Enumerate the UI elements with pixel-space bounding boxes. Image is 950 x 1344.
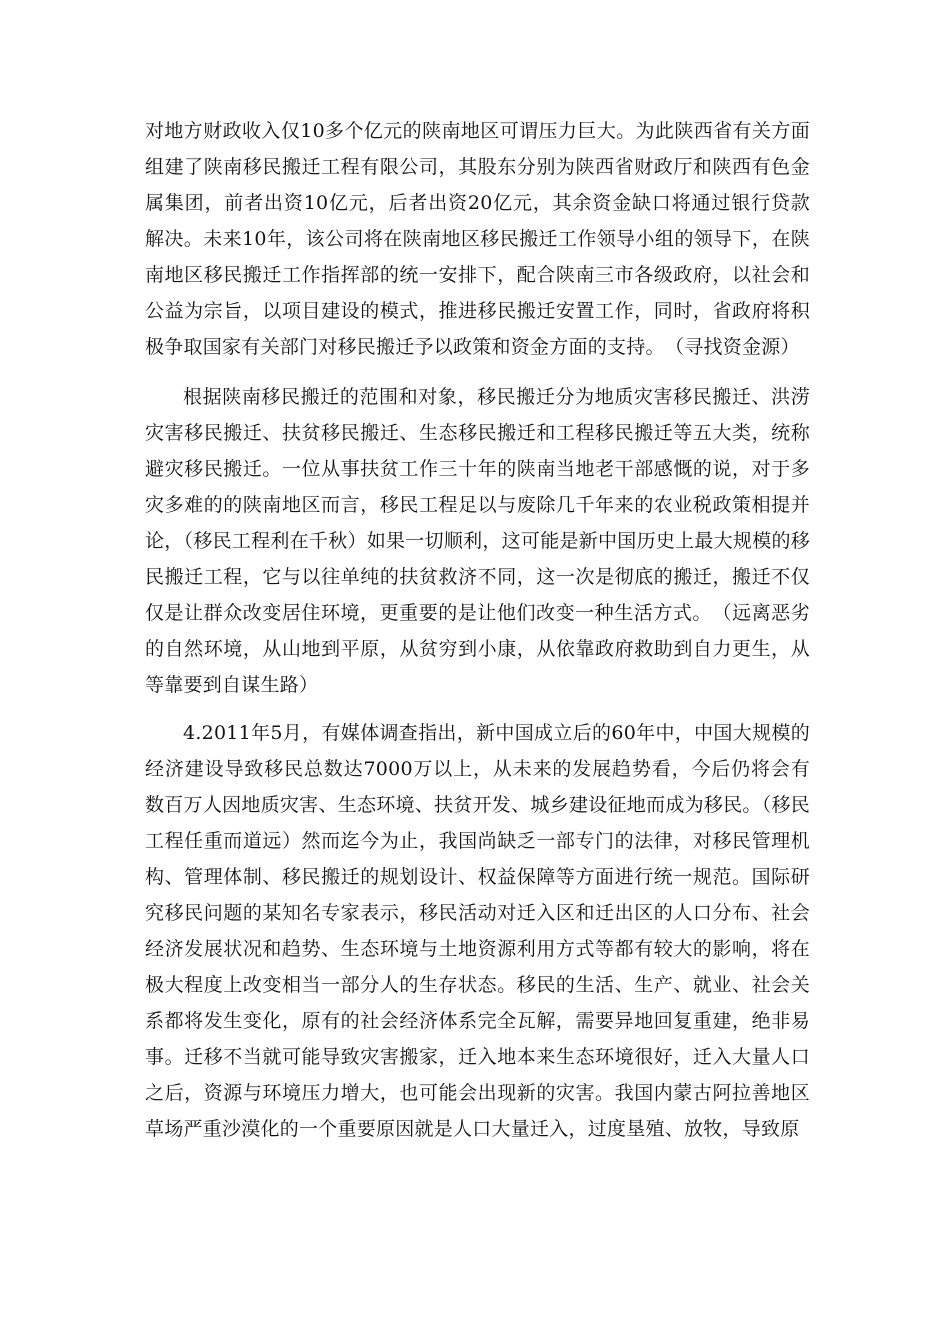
paragraph-item-4: 4.2011年5月，有媒体调查指出，新中国成立后的60年中，中国大规模的经济建设导致移民总数达7000万以上，从未来的发展趋势看，今后仍将会有数百万人因地质灾害、生态环境、扶贫开发、城乡建设征地而成为移民。（移民工程任重而道远）然而迄今为止，我国尚缺乏一部专门的法律，对移民管理机构、管理体制、移民搬迁的规划设计、权益保障等方面进行统一规范。国际研究移民问题的某知名专家表示，移民活动对迁入区和迁出区的人口分布、社会经济发展状况和趋势、生态环境与土地资源利用方式等都有较大的影响，将在极大程度上改变相当一部分人的生存状态。移民的生活、生产、就业、社会关系都将发生变化，原有的社会经济体系完全瓦解，需要异地回复重建，绝非易事。迁移不当就可能导致灾害搬家，迁入地本来生态环境很好，迁入大量人口之后，资源与环境压力增大，也可能会出现新的灾害。我国内蒙古阿拉善地区草场严重沙漠化的一个重要原因就是人口大量迁入，过度垦殖、放牧，导致原 [145, 722, 810, 1140]
paragraph-continued: 对地方财政收入仅10多个亿元的陕南地区可谓压力巨大。为此陕西省有关方面组建了陕南移民搬迁工程有限公司，其股东分别为陕西省财政厅和陕西有色金属集团，前者出资10亿元，后者出资20亿元，其余资金缺口将通过银行贷款解决。未来10年，该公司将在陕南地区移民搬迁工作领导小组的领导下，在陕南地区移民搬迁工作指挥部的统一安排下，配合陕南三市各级政府，以社会和公益为宗旨，以项目建设的模式，推进移民搬迁安置工作，同时，省政府将积极争取国家有关部门对移民搬迁予以政策和资金方面的支持。 （寻找资金源） [145, 120, 810, 358]
paragraph-migration-categories: 根据陕南移民搬迁的范围和对象，移民搬迁分为地质灾害移民搬迁、洪涝灾害移民搬迁、扶贫移民搬迁、生态移民搬迁和工程移民搬迁等五大类，统称避灾移民搬迁。一位从事扶贫工作三十年的陕南当地老干部感慨的说，对于多灾多难的的陕南地区而言，移民工程足以与废除几千年来的农业税政策相提并论，（移民工程利在千秋）如果一切顺利，这可能是新中国历史上最大规模的移民搬迁工程，它与以往单纯的扶贫救济不同，这一次是彻底的搬迁，搬迁不仅仅是让群众改变居住环境，更重要的是让他们改变一种生活方式。 （远离恶劣的自然环境，从山地到平原，从贫穷到小康，从依靠政府救助到自力更生，从等靠要到自谋生路） [145, 386, 810, 696]
document-body [145, 113, 810, 1147]
